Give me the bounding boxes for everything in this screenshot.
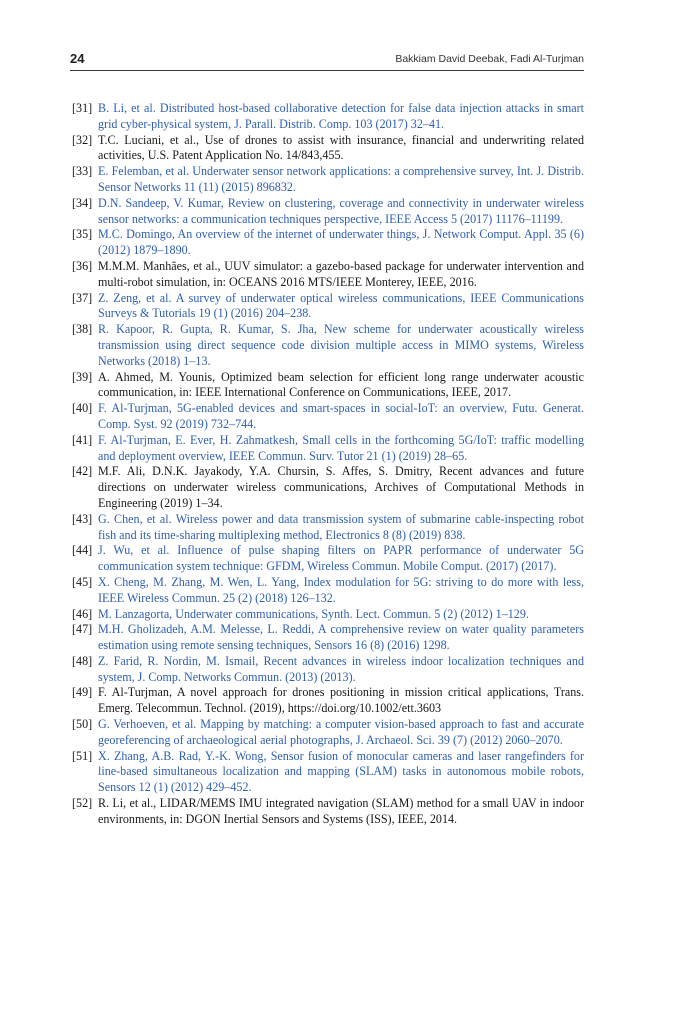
reference-item[interactable] [72,622,584,654]
reference-number: [51] [72,748,93,763]
reference-item[interactable] [72,101,584,133]
reference-number: [42] [72,464,93,479]
reference-item[interactable] [72,717,584,749]
reference-link[interactable]: M. Lanzagorta, Underwater communications, Synth. Lect. Commun. 5 (2) (2012) 1–129. [98,606,529,621]
reference-item [72,133,584,165]
reference-link[interactable]: B. Li, et al. Distributed host-based collaborative detection for false data injection attacks in smart grid cyber-physical system, J. Parall. Distrib. Comp. 103 (2017) 32–41. [98,101,584,131]
reference-link[interactable]: M.H. Gholizadeh, A.M. Melesse, L. Reddi, A comprehensive review on water quality parameters estimation using remote sensing techniques, Sensors 16 (8) (2016) 1298. [98,622,584,653]
reference-link[interactable]: J. Wu, et al. Influence of pulse shaping filters on PAPR performance of underwater 5G communication system technique: GFDM, Wireless Commun. Mobile Comput. (2017) (2017). [98,543,584,574]
reference-link[interactable]: R. Kapoor, R. Gupta, R. Kumar, S. Jha, New scheme for underwater acoustically wireless transmission using direct sequence code division multiple access in MIMO systems, Wireless Networks (2018) 1–13. [98,322,584,368]
reference-item[interactable] [72,291,584,323]
reference-item [72,464,584,511]
reference-list [72,101,584,828]
reference-number: [32] [72,132,93,147]
reference-number: [48] [72,653,93,668]
reference-text: F. Al-Turjman, A novel approach for drones positioning in mission critical applications, Trans. Emerg. Telecommun. Technol. (2019), https://doi.org/10.1002/ett.3603 [98,685,584,716]
reference-item[interactable] [72,401,584,433]
reference-number: [47] [72,622,93,637]
reference-link[interactable]: F. Al-Turjman, E. Ever, H. Zahmatkesh, Small cells in the forthcoming 5G/IoT: traffic modelling and deployment overview, IEEE Commun. Surv. Tutor 21 (1) (2019) 28–65. [98,432,584,463]
page-number: 24 [70,51,85,66]
reference-link[interactable]: X. Cheng, M. Zhang, M. Wen, L. Yang, Index modulation for 5G: striving to do more with less, IEEE Wireless Commun. 25 (2) (2018) 126–132. [98,574,584,605]
reference-number: [52] [72,796,93,811]
reference-number: [41] [72,432,93,447]
reference-link[interactable]: E. Felemban, et al. Underwater sensor network applications: a comprehensive survey, Int. J. Distrib. Sensor Networks 11 (11) (2015) 896832. [98,164,584,194]
reference-link[interactable]: Z. Zeng, et al. A survey of underwater optical wireless communications, IEEE Communications Surveys & Tutorials 19 (1) (2016) 204–238. [98,290,584,321]
reference-item[interactable] [72,227,584,259]
reference-link[interactable]: X. Zhang, A.B. Rad, Y.-K. Wong, Sensor fusion of monocular cameras and laser rangefinders for line-based simultaneous localization and mapping (SLAM) tasks in autonomous mobile robots, Sensors 12 (1) (2012) 429–452. [98,748,584,795]
reference-text: M.M.M. Manhães, et al., UUV simulator: a gazebo-based package for underwater intervention and multi-robot simulation, in: OCEANS 2016 MTS/IEEE Monterey, IEEE, 2016. [98,258,584,289]
reference-item[interactable] [72,543,584,575]
reference-item[interactable] [72,433,584,465]
reference-number: [37] [72,290,93,305]
reference-link[interactable]: G. Chen, et al. Wireless power and data transmission system of submarine cable-inspecting robot fish and its time-sharing multiplexing method, Electronics 8 (8) (2019) 838. [98,511,584,542]
reference-item[interactable] [72,196,584,228]
reference-number: [50] [72,717,93,732]
reference-number: [40] [72,401,93,416]
reference-item[interactable] [72,607,584,623]
reference-item[interactable] [72,749,584,796]
reference-text: M.F. Ali, D.N.K. Jayakody, Y.A. Chursin, S. Affes, S. Dmitry, Recent advances and future directions on underwater wireless communications, Archives of Computational Methods in Engineering (2019) 1–34. [98,464,584,510]
reference-text: T.C. Luciani, et al., Use of drones to assist with insurance, financial and underwriting related activities, U.S. Patent Application No. 14/843,455. [98,132,584,163]
reference-item [72,370,584,402]
reference-number: [35] [72,227,93,242]
reference-text: A. Ahmed, M. Younis, Optimized beam selection for efficient long range underwater acoustic communication, in: IEEE International Conference on Communications, IEEE, 2017. [98,369,584,400]
reference-item [72,685,584,717]
reference-number: [45] [72,574,93,589]
reference-link[interactable]: F. Al-Turjman, 5G-enabled devices and smart-spaces in social-IoT: an overview, Futu. Generat. Comp. Syst. 92 (2019) 732–744. [98,401,584,431]
reference-number: [34] [72,195,93,210]
running-head-authors: Bakkiam David Deebak, Fadi Al-Turjman [395,53,584,65]
page-header [70,50,584,71]
reference-link[interactable]: Z. Farid, R. Nordin, M. Ismail, Recent advances in wireless indoor localization techniques and system, J. Comp. Networks Commun. (2013) (2013). [98,653,584,684]
reference-text: R. Li, et al., LIDAR/MEMS IMU integrated navigation (SLAM) method for a small UAV in indoor environments, in: DGON Inertial Sensors and Systems (ISS), IEEE, 2014. [98,796,584,826]
reference-item [72,259,584,291]
reference-number: [49] [72,685,93,700]
reference-item[interactable] [72,322,584,369]
reference-number: [39] [72,369,93,384]
reference-number: [44] [72,543,93,558]
reference-number: [43] [72,511,93,526]
reference-item[interactable] [72,164,584,196]
reference-number: [46] [72,606,93,621]
reference-item[interactable] [72,654,584,686]
reference-number: [31] [72,101,93,115]
reference-link[interactable]: G. Verhoeven, et al. Mapping by matching: a computer vision-based approach to fast and accurate georeferencing of archaeological aerial photographs, J. Archaeol. Sci. 39 (7) (2012) 2060–2070. [98,717,584,747]
reference-link[interactable]: D.N. Sandeep, V. Kumar, Review on clustering, coverage and connectivity in underwater wireless sensor networks: a communication techniques perspective, IEEE Access 5 (2017) 11176–11199. [98,195,584,226]
reference-item[interactable] [72,512,584,544]
reference-link[interactable]: M.C. Domingo, An overview of the internet of underwater things, J. Network Comput. Appl. 35 (6) (2012) 1879–1890. [98,227,584,258]
reference-number: [38] [72,322,93,337]
reference-item [72,796,584,828]
reference-number: [36] [72,258,93,273]
reference-number: [33] [72,164,93,179]
reference-item[interactable] [72,575,584,607]
